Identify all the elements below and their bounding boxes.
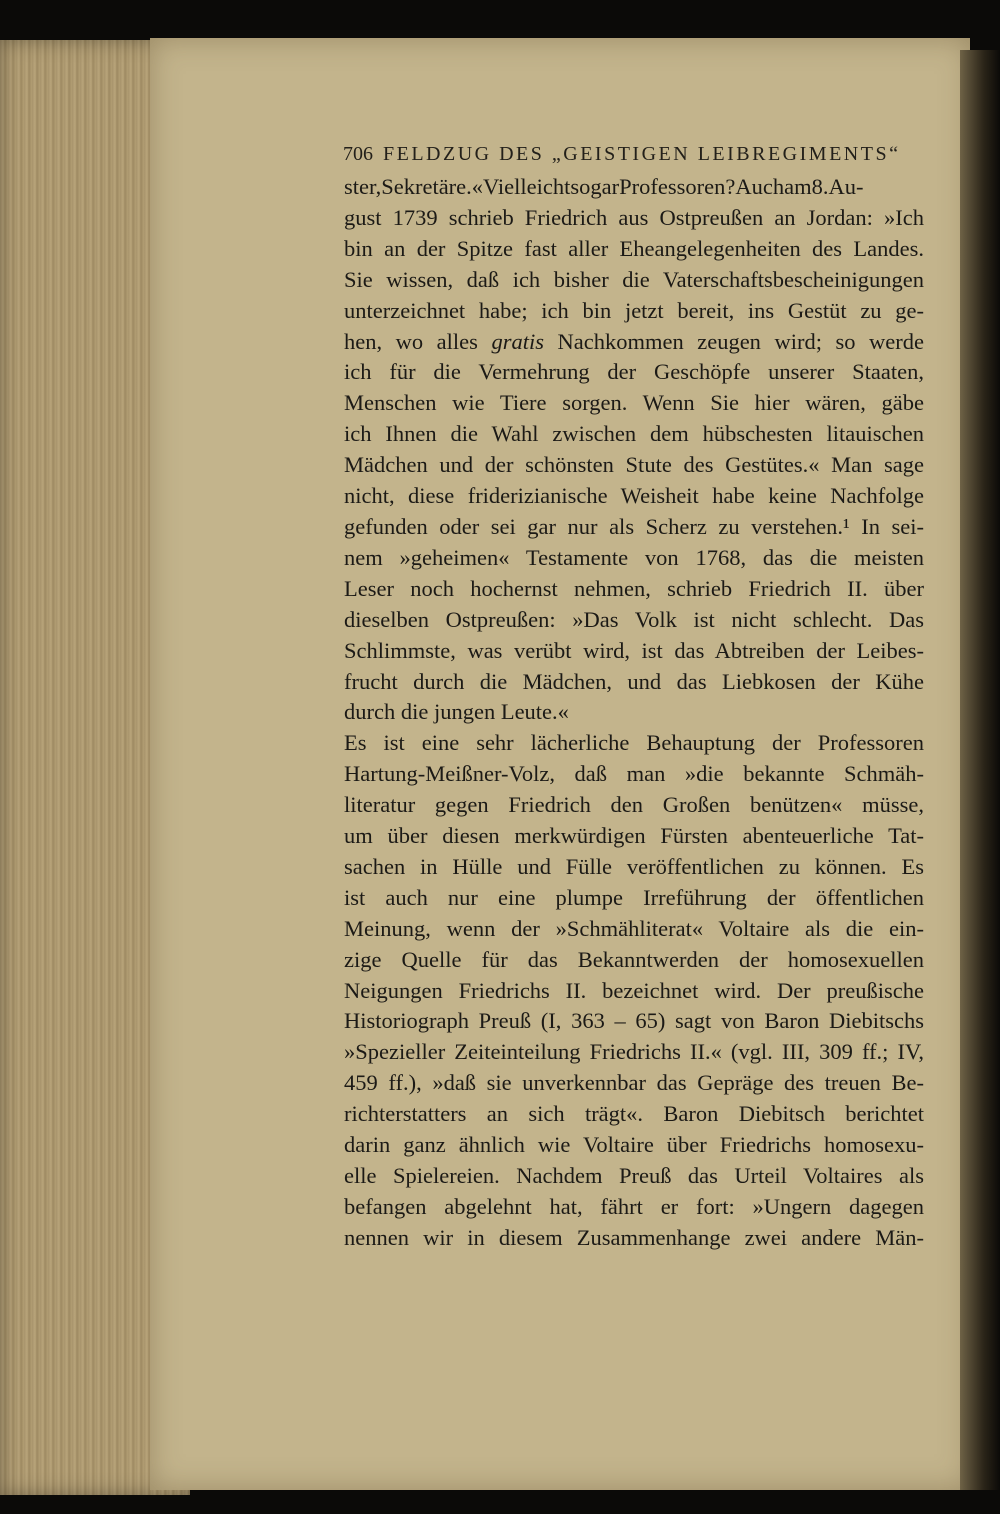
text-line: Historiograph Preuß (I, 363 – 65) sagt von Baron Diebitschs [344,1008,924,1034]
text-line: Hartung-Meißner-Volz, daß man »die bekannte Schmäh- [344,761,924,787]
text-line: unterzeichnet habe; ich bin jetzt bereit, ins Gestüt zu ge- [344,297,924,323]
text-line: zige Quelle für das Bekanntwerden der homosexuellen [344,946,924,972]
text-line: bin an der Spitze fast aller Eheangelegenheiten des Landes. [344,235,924,261]
body-text [344,172,924,1254]
text-line: »Spezieller Zeiteinteilung Friedrichs II.« (vgl. III, 309 ff.; IV, [344,1039,924,1065]
text-line: um über diesen merkwürdigen Fürsten abenteuerliche Tat- [344,823,924,849]
text-line: Es ist eine sehr lächerliche Behauptung der Professoren [344,730,924,756]
text-line: ster,Sekretäre.«VielleichtsogarProfessoren?Aucham8.Au- [344,174,864,199]
text-line: Meinung, wenn der »Schmähliterat« Voltaire als die ein- [344,915,924,941]
text-line: befangen abgelehnt hat, fährt er fort: »Ungern dagegen [344,1193,924,1219]
text-segment: hen, wo alles [344,328,478,354]
text-line: richterstatters an sich trägt«. Baron Diebitsch berichtet [344,1101,924,1127]
running-head-title: FELDZUG DES „GEISTIGEN LEIBREGIMENTS“ [383,143,901,165]
text-line: 459 ff.), »daß sie unverkennbar das Gepräge des treuen Be- [344,1070,924,1096]
text-line: ist auch nur eine plumpe Irreführung der öffentlichen [344,884,924,910]
text-line: nicht, diese friderizianische Weisheit habe keine Nachfolge [344,483,924,509]
text-line: gefunden oder sei gar nur als Scherz zu verstehen.¹ In sei- [344,513,924,539]
text-line: ich für die Vermehrung der Geschöpfe unserer Staaten, [344,359,924,385]
text-line: Sie wissen, daß ich bisher die Vaterschaftsbescheinigungen [344,266,924,292]
text-line: gust 1739 schrieb Friedrich aus Ostpreußen an Jordan: »Ich [344,204,924,230]
text-line: nem »geheimen« Testamente von 1768, das die meisten [344,544,924,570]
text-line: frucht durch die Mädchen, und das Liebkosen der Kühe [344,668,924,694]
text-line: durch die jungen Leute.« [344,699,569,725]
text-line: darin ganz ähnlich wie Voltaire über Friedrichs homosexu- [344,1132,924,1158]
text-line: Leser noch hochernst nehmen, schrieb Friedrich II. über [344,575,924,601]
running-head [343,143,923,166]
text-line: literatur gegen Friedrich den Großen benützen« müsse, [344,792,924,818]
text-line: Neigungen Friedrichs II. bezeichnet wird. Der preußische [344,977,924,1003]
text-segment: Nachkommen zeugen wird; so werde [557,328,924,354]
binding-shadow [960,50,1000,1490]
page-number: 706 [343,143,373,165]
text-line: dieselben Ostpreußen: »Das Volk ist nicht schlecht. Das [344,606,924,632]
text-line: Menschen wie Tiere sorgen. Wenn Sie hier wären, gäbe [344,390,924,416]
text-line: Mädchen und der schönsten Stute des Gestütes.« Man sage [344,452,924,478]
text-line [344,327,924,358]
text-line: ich Ihnen die Wahl zwischen dem hübschesten litauischen [344,421,924,447]
text-line: sachen in Hülle und Fülle veröffentlichen zu können. Es [344,853,924,879]
text-line: elle Spielereien. Nachdem Preuß das Urteil Voltaires als [344,1163,924,1188]
text-line: Schlimmste, was verübt wird, ist das Abtreiben der Leibes- [344,637,924,663]
text-line: nennen wir in diesem Zusammenhange zwei andere Män- [344,1224,924,1250]
italic-word: gratis [491,328,544,354]
